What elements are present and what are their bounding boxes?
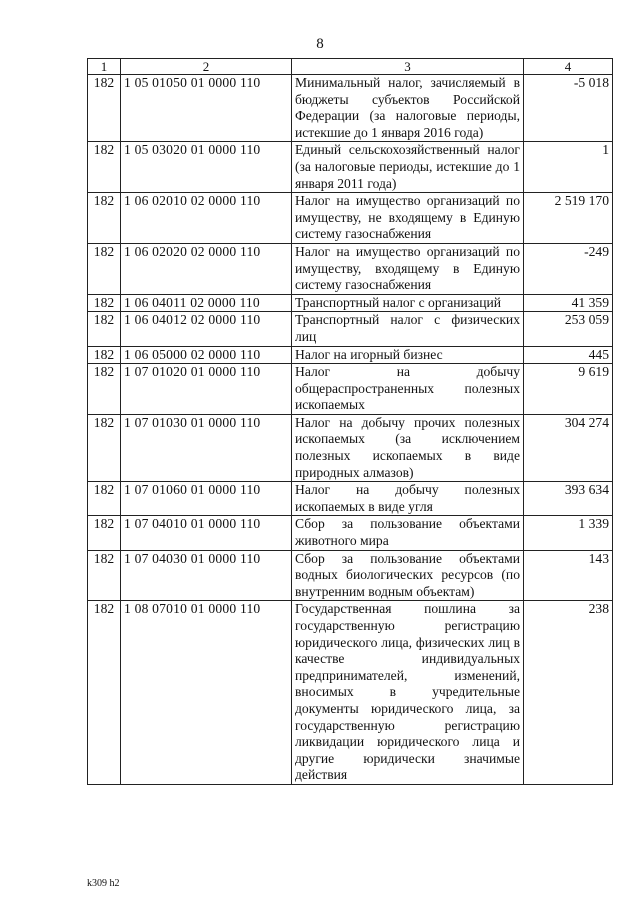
cell-revenue-name: Налог на имущество организаций по имуществу, входящему в Единую систему газоснабжения — [292, 243, 524, 294]
cell-admin-code: 182 — [88, 482, 121, 516]
cell-admin-code: 182 — [88, 294, 121, 312]
column-header-3: 3 — [292, 59, 524, 75]
cell-budget-code: 1 05 03020 01 0000 110 — [121, 142, 292, 193]
column-header-2: 2 — [121, 59, 292, 75]
cell-admin-code: 182 — [88, 516, 121, 550]
cell-budget-code: 1 07 01030 01 0000 110 — [121, 414, 292, 481]
table-row — [88, 243, 613, 294]
cell-admin-code: 182 — [88, 193, 121, 244]
table-row — [88, 601, 613, 785]
cell-budget-code: 1 08 07010 01 0000 110 — [121, 601, 292, 785]
cell-revenue-name: Сбор за пользование объектами водных биологических ресурсов (по внутренним водным объектам) — [292, 550, 524, 601]
cell-revenue-name: Транспортный налог с организаций — [292, 294, 524, 312]
cell-admin-code: 182 — [88, 312, 121, 346]
column-header-1: 1 — [88, 59, 121, 75]
cell-admin-code: 182 — [88, 601, 121, 785]
cell-revenue-name: Налог на добычу общераспространенных полезных ископаемых — [292, 364, 524, 415]
table-header-row — [88, 59, 613, 75]
cell-budget-code: 1 06 05000 02 0000 110 — [121, 346, 292, 364]
cell-revenue-name: Сбор за пользование объектами животного мира — [292, 516, 524, 550]
cell-amount: 238 — [524, 601, 613, 785]
cell-amount: -5 018 — [524, 75, 613, 142]
cell-revenue-name: Единый сельскохозяйственный налог (за налоговые периоды, истекшие до 1 января 2011 года) — [292, 142, 524, 193]
table-row — [88, 516, 613, 550]
cell-admin-code: 182 — [88, 142, 121, 193]
cell-admin-code: 182 — [88, 550, 121, 601]
cell-amount: 1 — [524, 142, 613, 193]
table-row — [88, 294, 613, 312]
cell-admin-code: 182 — [88, 346, 121, 364]
cell-revenue-name: Налог на добычу прочих полезных ископаемых (за исключением полезных ископаемых в виде природных алмазов) — [292, 414, 524, 481]
table-row — [88, 312, 613, 346]
cell-admin-code: 182 — [88, 414, 121, 481]
cell-amount: 143 — [524, 550, 613, 601]
cell-budget-code: 1 05 01050 01 0000 110 — [121, 75, 292, 142]
page-number: 8 — [316, 36, 324, 52]
cell-budget-code: 1 06 04011 02 0000 110 — [121, 294, 292, 312]
cell-amount: 253 059 — [524, 312, 613, 346]
cell-budget-code: 1 06 02010 02 0000 110 — [121, 193, 292, 244]
cell-budget-code: 1 06 04012 02 0000 110 — [121, 312, 292, 346]
cell-budget-code: 1 07 04010 01 0000 110 — [121, 516, 292, 550]
table-row — [88, 193, 613, 244]
cell-revenue-name: Налог на добычу полезных ископаемых в виде угля — [292, 482, 524, 516]
cell-revenue-name: Налог на игорный бизнес — [292, 346, 524, 364]
cell-revenue-name: Государственная пошлина за государственную регистрацию юридического лица, физических лиц в качестве индивидуальных предпринимателей, изменений, вносимых в учредительные документы юридического лица, за государственную регистрацию ликвидации юридического лица и другие юридически значимые действия — [292, 601, 524, 785]
cell-amount: 41 359 — [524, 294, 613, 312]
cell-revenue-name: Минимальный налог, зачисляемый в бюджеты субъектов Российской Федерации (за налоговые периоды, истекшие до 1 января 2016 года) — [292, 75, 524, 142]
cell-amount: 393 634 — [524, 482, 613, 516]
table-body — [88, 75, 613, 785]
table-row — [88, 414, 613, 481]
table-row — [88, 75, 613, 142]
revenue-table — [87, 58, 613, 785]
footer-code: k309 h2 — [87, 878, 120, 889]
table-row — [88, 346, 613, 364]
cell-budget-code: 1 07 01020 01 0000 110 — [121, 364, 292, 415]
cell-budget-code: 1 07 01060 01 0000 110 — [121, 482, 292, 516]
table-row — [88, 550, 613, 601]
cell-admin-code: 182 — [88, 75, 121, 142]
cell-budget-code: 1 07 04030 01 0000 110 — [121, 550, 292, 601]
table-row — [88, 364, 613, 415]
cell-amount: -249 — [524, 243, 613, 294]
cell-budget-code: 1 06 02020 02 0000 110 — [121, 243, 292, 294]
cell-revenue-name: Налог на имущество организаций по имуществу, не входящему в Единую систему газоснабжения — [292, 193, 524, 244]
cell-amount: 445 — [524, 346, 613, 364]
table-row — [88, 142, 613, 193]
cell-revenue-name: Транспортный налог с физических лиц — [292, 312, 524, 346]
cell-amount: 1 339 — [524, 516, 613, 550]
table-row — [88, 482, 613, 516]
cell-amount: 2 519 170 — [524, 193, 613, 244]
cell-admin-code: 182 — [88, 243, 121, 294]
cell-amount: 9 619 — [524, 364, 613, 415]
cell-amount: 304 274 — [524, 414, 613, 481]
cell-admin-code: 182 — [88, 364, 121, 415]
column-header-4: 4 — [524, 59, 613, 75]
